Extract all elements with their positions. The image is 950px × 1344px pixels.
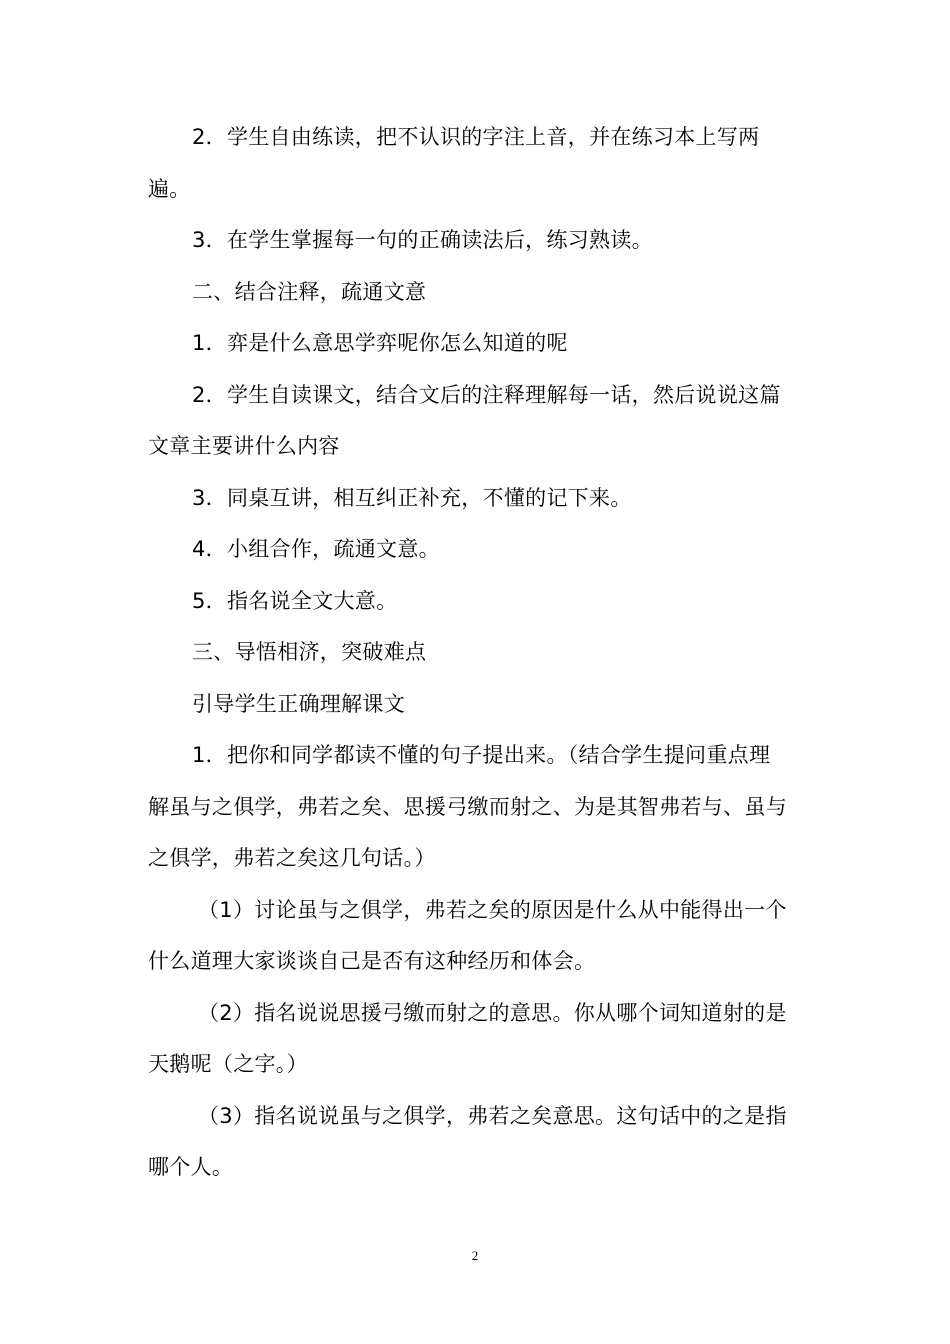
paragraph-question-2: 2．学生自读课文，结合文后的注释理解每一话，然后说说这篇文章主要讲什么内容 bbox=[148, 382, 781, 458]
document-body bbox=[148, 112, 788, 1194]
page-number: 2 bbox=[471, 1248, 479, 1263]
paragraph-question-5: 5．指名说全文大意。 bbox=[192, 588, 398, 613]
paragraph-difficulty-1: 1．把你和同学都读不懂的句子提出来。（结合学生提问重点理解虽与之俱学，弗若之矣、思援弓缴而射之、为是其智弗若与、虽与之俱学，弗若之矣这几句话。） bbox=[148, 743, 787, 870]
paragraph-guide: 引导学生正确理解课文 bbox=[192, 691, 405, 716]
paragraph-step-3-read: 3．在学生掌握每一句的正确读法后，练习熟读。 bbox=[192, 228, 653, 252]
section-heading-2: 二、结合注释，疏通文意 bbox=[192, 279, 427, 304]
paragraph-step-2-read: 2．学生自由练读，把不认识的字注上音，并在练习本上写两遍。 bbox=[148, 125, 760, 201]
paragraph-question-1: 1．弈是什么意思学弈呢你怎么知道的呢 bbox=[192, 331, 568, 355]
paragraph-sub-3: （3）指名说说虽与之俱学，弗若之矣意思。这句话中的之是指哪个人。 bbox=[148, 1103, 787, 1179]
paragraph-question-4: 4．小组合作，疏通文意。 bbox=[192, 537, 440, 561]
section-heading-3: 三、导悟相济，突破难点 bbox=[192, 640, 427, 664]
paragraph-sub-2: （2）指名说说思援弓缴而射之的意思。你从哪个词知道射的是天鹅呢（之字。） bbox=[148, 1000, 787, 1076]
paragraph-question-3: 3．同桌互讲，相互纠正补充，不懂的记下来。 bbox=[192, 485, 632, 510]
paragraph-sub-1: （1）讨论虽与之俱学，弗若之矣的原因是什么从中能得出一个什么道理大家谈谈自己是否有这种经历和体会。 bbox=[148, 897, 787, 973]
